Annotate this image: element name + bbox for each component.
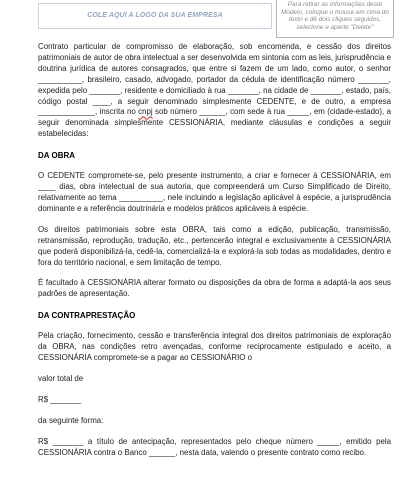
cnpj-word: cnpj	[138, 107, 153, 117]
rs-amount-line: R$ _______	[38, 394, 81, 404]
valor-total-line: valor total de	[38, 373, 84, 383]
logo-placeholder-text: COLE AQUI A LOGO DA SUA EMPRESA	[87, 12, 223, 19]
intro-text-b-pre: inscrita no	[99, 107, 139, 117]
payment-form-line: da seguinte forma:	[38, 415, 104, 425]
intro-paragraph	[38, 42, 391, 140]
contract-body	[38, 42, 391, 466]
contraprestacao-paragraph: Pela criação, fornecimento, cessão e transferência integral dos direitos patrimoniais de exploração da OBRA, nas condições retro avençadas, conforme reciprocamente estipulado e aceito, a CESSIONÁRIA compromete-se a pagar ao CESSIONÁRIO o	[38, 331, 391, 363]
section-heading-contraprestacao: DA CONTRAPRESTAÇÃO	[38, 311, 136, 321]
obra-paragraph-3: É facultado à CESSIONÁRIA alterar formato ou disposições da obra de forma a adaptá-la aos seus padrões de apresentação.	[38, 278, 391, 299]
final-paragraph: R$ _______ a título de antecipação, representados pelo cheque número _____, emitido pela CESSIONÁRIA contra o Banco ______, nesta data, valendo o presente contrato como recibo.	[38, 436, 391, 457]
intro-text-b-post: sob número ______, com sede à rua _____, em (cidade-estado), a seguir denominada simplesmente CESSIONÁRIA, mediante cláusulas e condições a seguir estabelecidas:	[38, 107, 391, 139]
section-heading-obra: DA OBRA	[38, 151, 76, 161]
obra-paragraph-2: Os direitos patrimoniais sobre esta OBRA, tais como a edição, publicação, transmissão, retransmissão, reprodução, tradução, etc., pertencerão integral e exclusivamente à CESSIONÁRIA que poderá disponibilizá-la, cedê-la, comercializá-la e explorá-la sob todas as modalidades, dentro e fora do território nacional, e sem limitação de tempo.	[38, 224, 391, 267]
logo-placeholder-box	[38, 3, 272, 29]
intro-text: Contrato particular de compromisso de elaboração, sob encomenda, e cessão dos direitos patrimoniais de autor de obra intelectual a ser desenvolvida em sintonia com as leis, jurisprudência e doutrina jurídica de autores consagrados, que entre si fazem de um lado, como autor, o senhor __________, brasileiro, casado, advogado, portador da cédula de identificação número _______, expedida pelo _______, residente e domiciliado à rua _______, na cidade de _______, estado, país, código postal ____, a seguir denominado simplesmente CEDENTE, e de outro, a empresa _____________,	[38, 42, 391, 117]
obra-paragraph-1: O CEDENTE compromete-se, pelo presente instrumento, a criar e fornecer à CESSIONÁRIA, em ____ dias, obra intelectual de sua autoria, que compreenderá um Curso Simplificado de Direito, relativamente ao tema __________, nele incluindo a legislação aplicável à espécie, a jurisprudência dominante e a referência doutrinária e modelos práticos aplicáveis à espécie.	[38, 171, 391, 213]
template-help-note: Para retirar as informações deste Modelo, coloque o mouse em cima do texto e dê dois cliques seguidos, selecione e aperte "Delete"	[276, 0, 394, 38]
